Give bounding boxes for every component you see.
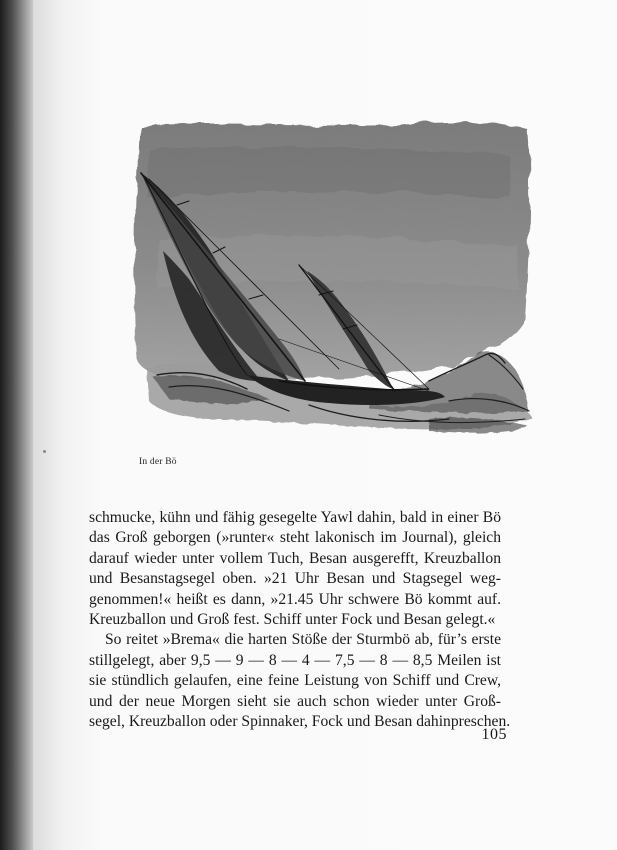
text-line: das Groß geborgen (»runter« steht lakonisch im Journal), gleich	[89, 529, 501, 547]
text-line: und der neue Morgen sieht sie auch schon wieder unter Groß-	[89, 692, 501, 710]
text-line: So reitet »Brema« die harten Stöße der Sturmbö ab, für’s erste	[105, 631, 501, 649]
text-line: schmucke, kühn und fähig gesegelte Yawl dahin, bald in einer Bö	[89, 509, 501, 526]
paper-speck	[43, 450, 46, 453]
sailboat-illustration	[129, 119, 535, 449]
text-line: stillgelegt, aber 9,5 — 9 — 8 — 4 — 7,5 — 8 — 8,5 Meilen ist	[89, 651, 501, 669]
text-line: und Besanstagsegel oben. »21 Uhr Besan und Stagsegel weg-	[89, 570, 501, 588]
page-number: 105	[481, 726, 507, 743]
text-line: segel, Kreuzballon oder Spinnaker, Fock und Besan dahinpreschen.	[89, 712, 511, 730]
book-gutter-shadow	[0, 0, 33, 850]
body-text	[89, 508, 511, 732]
figure-caption: In der Bö	[139, 457, 177, 467]
text-line: Kreuzballon und Groß fest. Schiff unter Fock und Besan gelegt.«	[89, 610, 496, 628]
text-line: genommen!« heißt es dann, »21.45 Uhr schwere Bö kommt auf.	[89, 590, 501, 608]
text-line: darauf wieder unter vollem Tuch, Besan ausgerefft, Kreuzballon	[89, 549, 501, 567]
text-line: sie stündlich gelaufen, eine feine Leistung von Schiff und Crew,	[89, 672, 501, 690]
